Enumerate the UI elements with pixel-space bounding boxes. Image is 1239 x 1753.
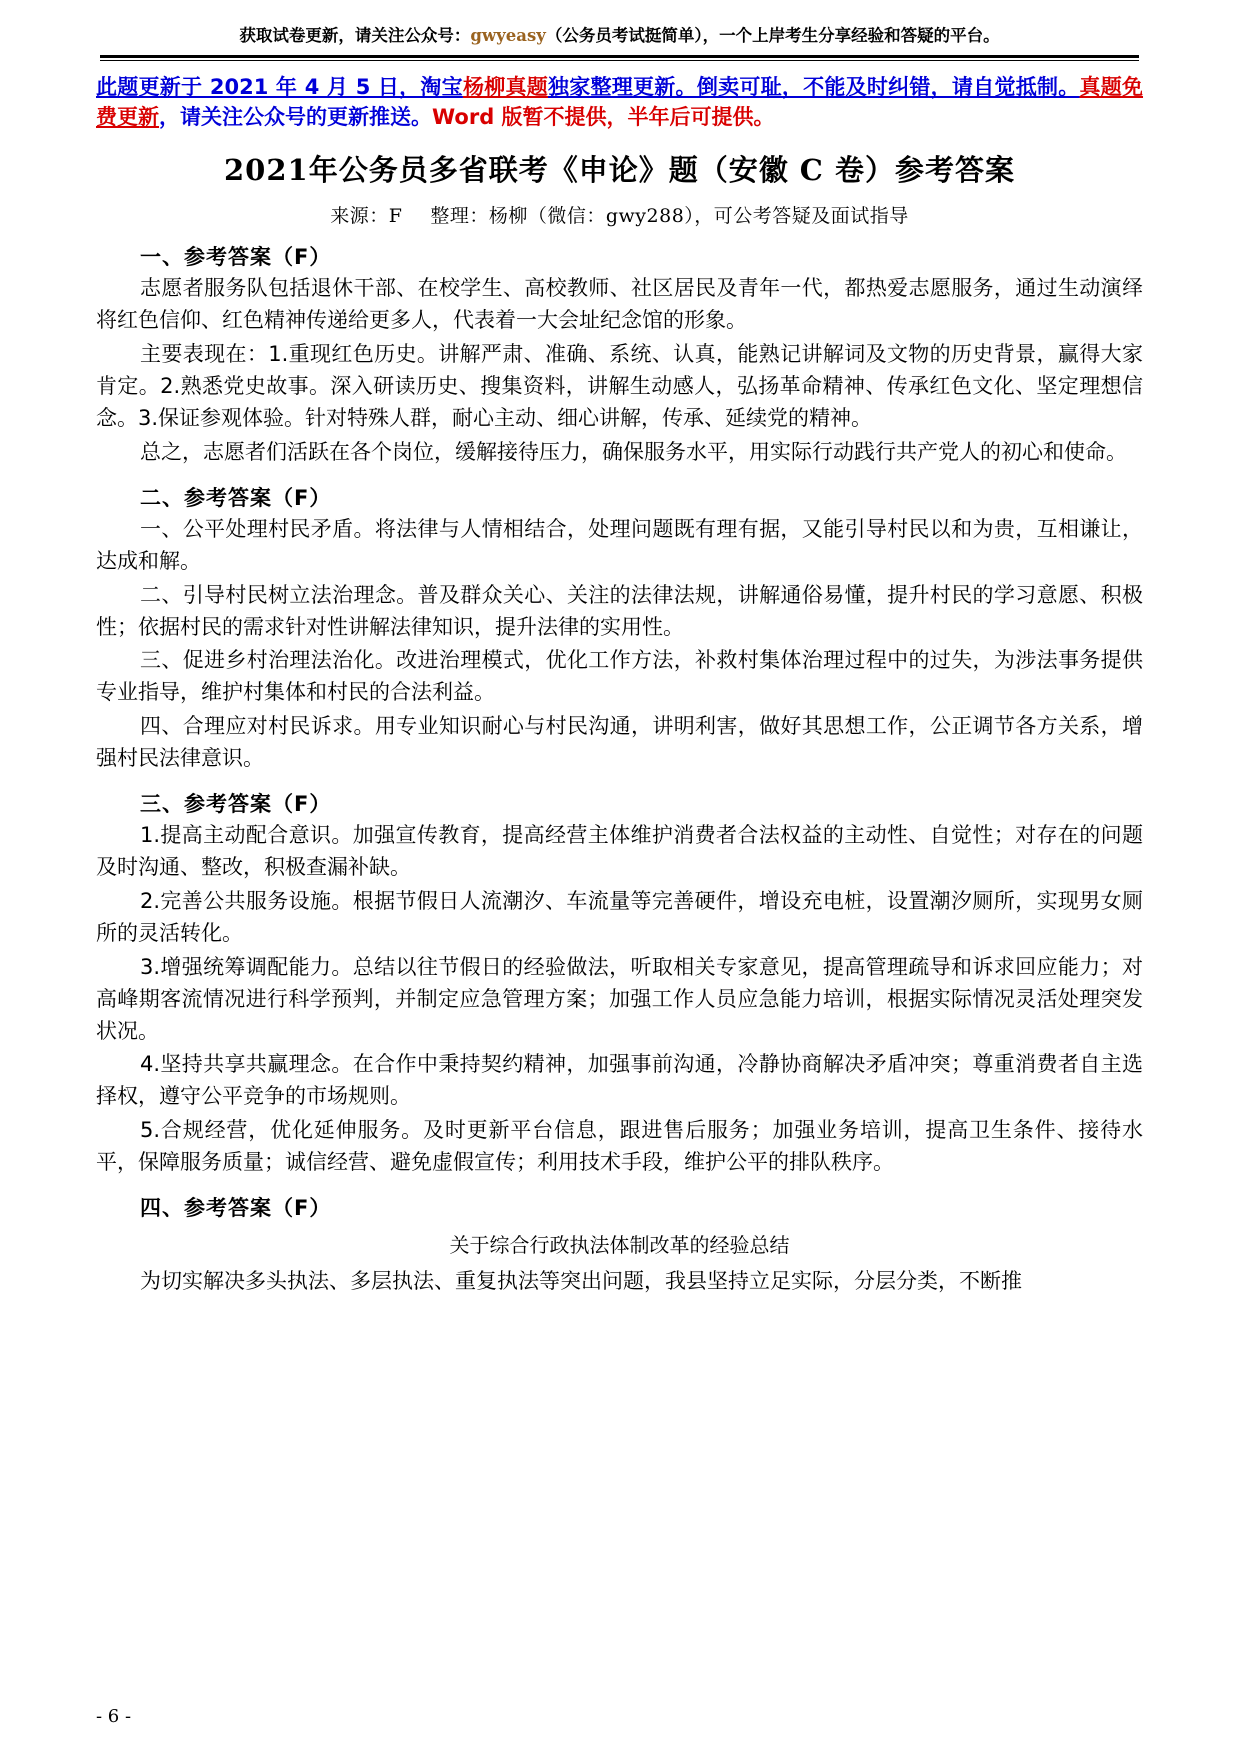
paragraph: 四、合理应对村民诉求。用专业知识耐心与村民沟通，讲明利害，做好其思想工作，公正调节各方关系，增强村民法律意识。: [96, 714, 1143, 771]
page-title: 2021年公务员多省联考《申论》题（安徽 C 卷）参考答案: [224, 153, 1015, 188]
header-promo-suffix: （公务员考试挺简单），一个上岸考生分享经验和答疑的平台。: [545, 26, 1000, 45]
section-heading-1: 一、参考答案（F）: [140, 245, 332, 270]
paragraph: 志愿者服务队包括退休干部、在校学生、高校教师、社区居民及青年一代，都热爱志愿服务，通过生动演绎将红色信仰、红色精神传递给更多人，代表着一大会址纪念馆的形象。: [96, 276, 1143, 333]
paragraph: 主要表现在：1.重现红色历史。讲解严肃、准确、系统、认真，能熟记讲解词及文物的历史背景，赢得大家肯定。2.熟悉党史故事。深入研读历史、搜集资料，讲解生动感人，弘扬革命精神、传承红色文化、坚定理想信念。3.保证参观体验。针对特殊人群，耐心主动、细心讲解，传承、延续党的精神。: [96, 342, 1143, 431]
notice-segment-1: 此题更新于 2021 年 4 月 5 日，淘宝: [96, 74, 463, 99]
header-double-rule: [100, 55, 1139, 61]
page-header: [0, 0, 1239, 61]
section-heading-4: 四、参考答案（F）: [140, 1196, 332, 1221]
byline-source: 来源：F: [330, 205, 403, 228]
update-notice: [96, 73, 1143, 133]
header-promo-prefix: 获取试卷更新，请关注公众号：: [239, 26, 471, 45]
paragraph: 一、公平处理村民矛盾。将法律与人情相结合，处理问题既有理有据，又能引导村民以和为贵，互相谦让，达成和解。: [96, 516, 1143, 573]
paragraph: 三、促进乡村治理法治化。改进治理模式，优化工作方法，补救村集体治理过程中的过失，为涉法事务提供专业指导，维护村集体和村民的合法利益。: [96, 648, 1143, 705]
essay-title: 关于综合行政执法体制改革的经验总结: [449, 1233, 790, 1258]
paragraph: 为切实解决多头执法、多层执法、重复执法等突出问题，我县坚持立足实际，分层分类，不断推: [140, 1269, 1022, 1294]
notice-segment-5: ，请关注公众号的更新推送。: [159, 104, 432, 129]
header-promo-note: [0, 26, 1239, 46]
paragraph: 4.坚持共享共赢理念。在合作中秉持契约精神，加强事前沟通，冷静协商解决矛盾冲突；尊重消费者自主选择权，遵守公平竞争的市场规则。: [96, 1052, 1143, 1109]
paragraph: 3.增强统筹调配能力。总结以往节假日的经验做法，听取相关专家意见，提高管理疏导和诉求回应能力；对高峰期客流情况进行科学预判，并制定应急管理方案；加强工作人员应急能力培训，根据实际情况灵活处理突发状况。: [96, 954, 1143, 1043]
paragraph: 1.提高主动配合意识。加强宣传教育，提高经营主体维护消费者合法权益的主动性、自觉性；对存在的问题及时沟通、整改，积极查漏补缺。: [96, 823, 1143, 880]
section-heading-3: 三、参考答案（F）: [140, 792, 332, 817]
notice-segment-2: 杨柳真题: [462, 74, 548, 99]
paragraph: 总之，志愿者们活跃在各个岗位，缓解接待压力，确保服务水平，用实际行动践行共产党人的初心和使命。: [140, 439, 1127, 464]
notice-segment-3: 独家整理更新。倒卖可耻，不能及时纠错，请自觉抵制。: [548, 74, 1080, 99]
section-heading-2: 二、参考答案（F）: [140, 485, 332, 510]
notice-segment-6: Word 版暂不提供，半年后可提供。: [432, 104, 775, 129]
notice-segment-4: 真题免费更新: [96, 74, 1144, 129]
document-body: [96, 241, 1143, 1298]
paragraph: 2.完善公共服务设施。根据节假日人流潮汐、车流量等完善硬件，增设充电桩，设置潮汐厕所，实现男女厕所的灵活转化。: [96, 888, 1143, 945]
paragraph: 二、引导村民树立法治理念。普及群众关心、关注的法律法规，讲解通俗易懂，提升村民的学习意愿、积极性；依据村民的需求针对性讲解法律知识，提升法律的实用性。: [96, 582, 1143, 639]
byline: [0, 201, 1239, 228]
page-number: - 6 -: [96, 1706, 132, 1727]
byline-editor: 整理：杨柳（微信：gwy288），可公考答疑及面试指导: [430, 205, 909, 228]
paragraph: 5.合规经营，优化延伸服务。及时更新平台信息，跟进售后服务；加强业务培训，提高卫生条件、接待水平，保障服务质量；诚信经营、避免虚假宣传；利用技术手段，维护公平的排队秩序。: [96, 1118, 1143, 1175]
header-promo-brand: gwyeasy: [470, 26, 546, 45]
